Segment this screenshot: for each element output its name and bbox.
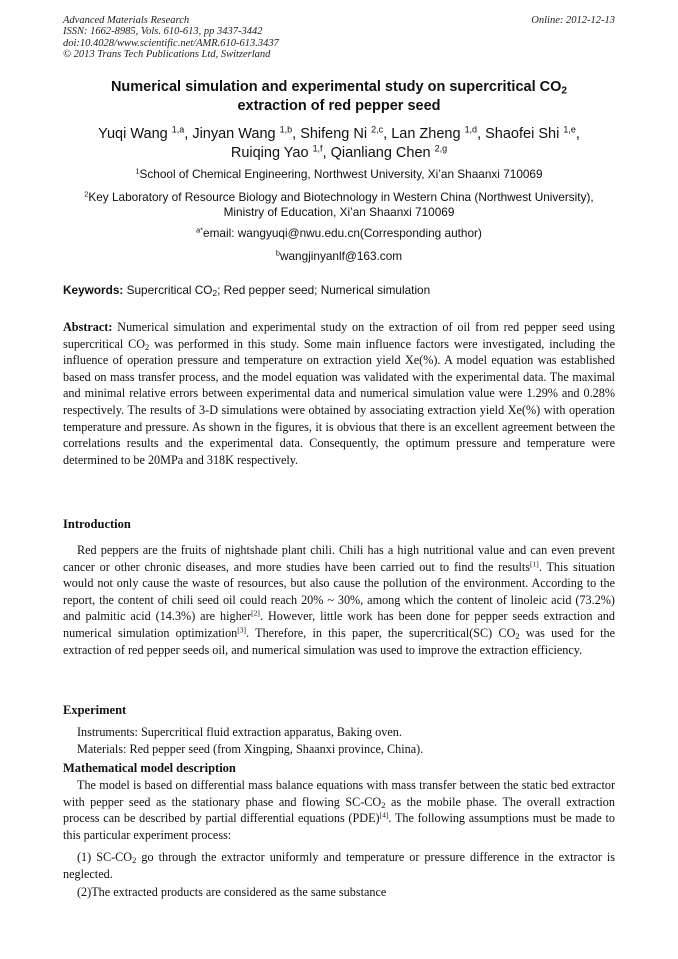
materials-line: Materials: Red pepper seed (from Xingping, Shaanxi province, China).: [77, 741, 424, 756]
instruments-line: Instruments: Supercritical fluid extraction apparatus, Baking oven.: [77, 725, 402, 739]
email-b: $^b$wangjinyanlf@163.com: [275, 248, 403, 263]
assumption-2: (2)The extracted products are considered as the same substance: [77, 885, 387, 899]
affiliation-2: $^2$Key Laboratory of Resource Biology and Biotechnology in Western China (Northwest University), Ministry of Education, Xi’an Shaanxi 710069: [84, 189, 594, 219]
citation: [3]: [237, 625, 247, 635]
paper-title: Numerical simulation and experimental study on supercritical $CO_2$ extraction of red pepper seed: [110, 79, 568, 114]
experiment-heading: Experiment: [63, 703, 127, 717]
model-paragraph: The model is based on differential mass balance equations with mass transfer between the static bed extractor with pepper seed as the stationary phase and flowing $SC-CO_2$ as the mobile phase. The overall extraction process can be described by partial differential equations (PDE)[4]. The following assumptions must be made to this particular experiment process:: [63, 778, 615, 842]
abstract-label: Abstract:: [63, 320, 113, 334]
copyright-line: © 2013 Trans Tech Publications Ltd, Switzerland: [63, 49, 271, 61]
issn-line: ISSN: 1662-8985, Vols. 610-613, pp 3437-3442: [63, 26, 263, 38]
experiment-section: [63, 724, 615, 757]
journal-name: Advanced Materials Research: [63, 15, 190, 26]
author-name: Shaofei Shi: [485, 126, 564, 142]
author-name: Jinyan Wang: [192, 126, 280, 142]
introduction-heading: Introduction: [63, 517, 131, 531]
model-heading: Mathematical model description: [63, 761, 236, 775]
online-date: Online: 2012-12-13: [531, 15, 615, 26]
citation: [1]: [530, 559, 539, 569]
keywords: Keywords: Supercritical $CO_2$; Red pepper seed; Numerical simulation: [63, 283, 431, 299]
email-a: $^{a*}$email: wangyuqi@nwu.edu.cn(Corresponding author): [196, 225, 482, 240]
abstract: Abstract: Numerical simulation and experimental study on the extraction of oil from red pepper seed using supercritical $CO_2$ was performed in this study. Some main influence factors were investigated, including the influence of operation pressure and temperature on extraction yield Xe(%). A model equation was established based on mass transfer process, and the model equation was validated with the experimental data. The maximal and minimal relative errors between experimental data and numerical simulation value were 1.29% and 0.28% respectively. The results of 3-D simulations were obtained by associating extraction yield Xe(%) with operation temperature and pressure. As shown in the figures, it is obvious that there is an excellent agreement between the correlations results and the experimental data. Consequently, the optimum pressure and temperature were determined to be 20MPa and 318K respectively.: [63, 320, 615, 467]
author-name: Lan Zheng: [391, 126, 465, 142]
assumption-1: (1) $SC-CO_2$ go through the extractor uniformly and temperature or pressure difference in the extractor is neglected.: [63, 850, 616, 881]
author-name: Yuqi Wang: [98, 126, 172, 142]
author-name: Ruiqing Yao: [230, 144, 313, 161]
author-name: Qianliang Chen: [330, 144, 435, 161]
doi-line: doi:10.4028/www.scientific.net/AMR.610-613.3437: [63, 37, 279, 49]
citation: [4]: [379, 810, 389, 820]
author-name: Shifeng Ni: [300, 126, 372, 142]
keywords-label: Keywords:: [63, 283, 124, 297]
citation: [2]: [251, 608, 260, 618]
author-list: Yuqi Wang $^{1,a}$, Jinyan Wang $^{1,b}$, Shifeng Ni $^{2,c}$, Lan Zheng $^{1,d}$, Shaofei Shi $^{1,e}$, Ruiqing Yao $^{1,f}$, Qianliang Chen $^{2,g}$: [98, 124, 580, 161]
introduction-paragraph: Red peppers are the fruits of nightshade plant chili. Chili has a high nutritional value and can even prevent cancer or other chronic diseases, and more studies have been carried out to find the results[1]. This situation would not only cause the waste of resources, but also cause the pollution of the environment. According to the report, the content of chili seed oil could reach 20% ~ 30%, among which the content of linoleic acid (73.2%) and palmitic acid (14.3%) are higher[2]. However, little work has been done for pepper seeds extraction and numerical simulation optimization[3]. Therefore, in this paper, the supercritical(SC) $CO_2$ was used for the extraction of red pepper seeds oil, and numerical simulation was used to improve the extraction efficiency.: [63, 543, 615, 657]
journal-header: [63, 15, 615, 61]
affiliation-1: $^1$School of Chemical Engineering, Northwest University, Xi’an Shaanxi 710069: [135, 166, 543, 181]
